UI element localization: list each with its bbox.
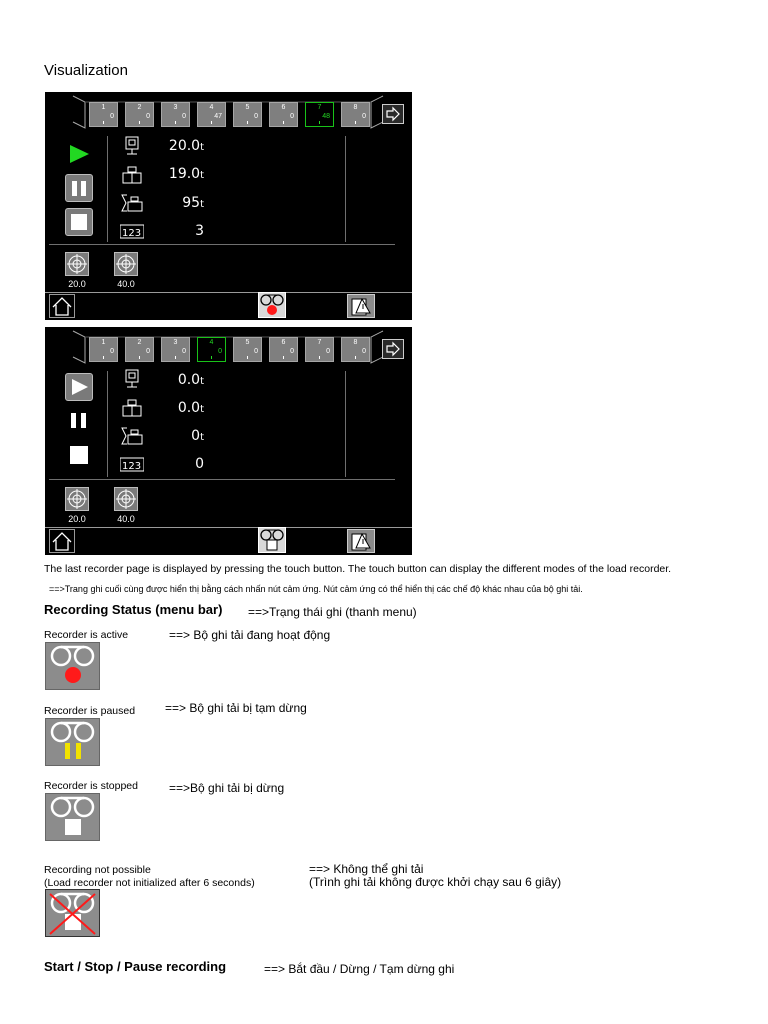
segment-value: 0 bbox=[182, 348, 186, 355]
stop-button[interactable] bbox=[65, 208, 93, 236]
warning-log-icon bbox=[348, 530, 374, 552]
crosshair-icon bbox=[66, 253, 88, 275]
segment-3[interactable] bbox=[161, 102, 190, 127]
notpossible-label-2: (Load recorder not initialized after 6 seconds) bbox=[44, 877, 255, 889]
recorder-stopped-icon bbox=[259, 528, 285, 552]
counter-icon bbox=[120, 455, 144, 475]
segment-value: 0 bbox=[326, 348, 330, 355]
next-page-button[interactable] bbox=[382, 339, 404, 359]
segment-value: 48 bbox=[322, 113, 330, 120]
segment-tick bbox=[175, 356, 176, 359]
recorder-status-button[interactable] bbox=[258, 527, 286, 553]
sum-weight-icon bbox=[120, 193, 144, 213]
segment-value: 0 bbox=[290, 348, 294, 355]
crosshair-icon bbox=[115, 253, 137, 275]
crane-hook-icon bbox=[120, 369, 144, 389]
stop-button[interactable] bbox=[65, 441, 93, 469]
segment-tick bbox=[103, 121, 104, 124]
segment-value: 0 bbox=[290, 113, 294, 120]
segment-tick bbox=[247, 121, 248, 124]
pause-icon bbox=[66, 175, 92, 201]
start-stop-heading-vi: ==> Bắt đầu / Dừng / Tạm dừng ghi bbox=[264, 962, 455, 976]
segment-8[interactable] bbox=[341, 337, 370, 362]
segment-value: 0 bbox=[110, 348, 114, 355]
recorder-paused-icon bbox=[45, 718, 100, 766]
segment-number: 3 bbox=[173, 339, 178, 346]
stopped-label: Recorder is stopped bbox=[44, 780, 138, 792]
target-button-2[interactable] bbox=[114, 487, 138, 511]
segment-tick bbox=[355, 121, 356, 124]
segment-value: 0 bbox=[254, 113, 258, 120]
segment-tick bbox=[283, 356, 284, 359]
home-icon bbox=[50, 295, 74, 317]
segment-number: 6 bbox=[281, 104, 286, 111]
segment-value: 0 bbox=[182, 113, 186, 120]
segment-number: 4 bbox=[209, 339, 214, 346]
segment-number: 7 bbox=[317, 339, 322, 346]
net-load-value: 19.0t bbox=[168, 166, 204, 182]
segment-number: 7 bbox=[317, 104, 322, 111]
svg-text:123: 123 bbox=[122, 461, 142, 472]
segment-number: 6 bbox=[281, 339, 286, 346]
log-button[interactable] bbox=[347, 294, 375, 318]
segment-value: 0 bbox=[218, 348, 222, 355]
play-icon bbox=[65, 140, 93, 168]
segment-4[interactable] bbox=[197, 337, 226, 362]
segment-number: 3 bbox=[173, 104, 178, 111]
target-button-1[interactable] bbox=[65, 252, 89, 276]
segment-8[interactable] bbox=[341, 102, 370, 127]
segment-number: 8 bbox=[353, 104, 358, 111]
recorder-screen-active bbox=[45, 92, 412, 320]
segment-value: 0 bbox=[110, 113, 114, 120]
active-label-vi: ==> Bộ ghi tải đang hoạt động bbox=[169, 628, 331, 642]
crosshair-icon bbox=[66, 488, 88, 510]
weight-icon bbox=[120, 398, 144, 418]
notpossible-label-vi-2: (Trình ghi tải không được khởi chạy sau 6 giây) bbox=[309, 875, 562, 889]
play-button[interactable] bbox=[65, 373, 93, 401]
segment-number: 2 bbox=[137, 104, 142, 111]
segment-tick bbox=[319, 356, 320, 359]
recorder-screen-stopped bbox=[45, 327, 412, 555]
total-load-value: 95t bbox=[182, 195, 204, 211]
segment-number: 8 bbox=[353, 339, 358, 346]
home-button[interactable] bbox=[49, 529, 75, 553]
segment-value: 47 bbox=[214, 113, 222, 120]
weight-icon bbox=[120, 165, 144, 185]
total-load-value: 0t bbox=[191, 428, 204, 444]
sum-weight-icon bbox=[120, 426, 144, 446]
segment-value: 0 bbox=[146, 348, 150, 355]
segment-number: 5 bbox=[245, 339, 250, 346]
notpossible-label-vi: ==> Không thể ghi tải bbox=[309, 862, 424, 876]
segment-2[interactable] bbox=[125, 337, 154, 362]
stop-icon bbox=[66, 209, 92, 235]
segment-number: 1 bbox=[101, 339, 106, 346]
segment-number: 1 bbox=[101, 104, 106, 111]
arrow-right-icon bbox=[383, 105, 403, 123]
segment-tick bbox=[139, 121, 140, 124]
recorder-stopped-icon bbox=[45, 793, 100, 841]
segment-7[interactable] bbox=[305, 337, 334, 362]
segment-number: 5 bbox=[245, 104, 250, 111]
recorder-status-button[interactable] bbox=[258, 292, 286, 318]
segment-number: 2 bbox=[137, 339, 142, 346]
segment-tick bbox=[247, 356, 248, 359]
segment-tick bbox=[283, 121, 284, 124]
segment-number: 4 bbox=[209, 104, 214, 111]
target-button-2[interactable] bbox=[114, 252, 138, 276]
load-value: 20.0t bbox=[168, 138, 204, 154]
recorder-error-icon bbox=[45, 889, 100, 937]
description-vi: ==>Trang ghi cuối cùng được hiển thị bằng cách nhấn nút cảm ứng. Nút cảm ứng có thể hiển thị các chế độ khác nhau của bộ ghi tải. bbox=[49, 584, 583, 594]
segment-value: 0 bbox=[146, 113, 150, 120]
log-button[interactable] bbox=[347, 529, 375, 553]
start-stop-heading: Start / Stop / Pause recording bbox=[44, 959, 227, 974]
pause-button[interactable] bbox=[65, 407, 93, 435]
warning-log-icon bbox=[348, 295, 374, 317]
status-heading: Recording Status (menu bar) bbox=[44, 602, 223, 617]
segment-value: 0 bbox=[362, 113, 366, 120]
count-value: 0 bbox=[195, 456, 204, 472]
target-label-2: 40.0 bbox=[117, 514, 135, 524]
recorder-active-icon bbox=[259, 293, 285, 317]
segment-5[interactable] bbox=[233, 337, 262, 362]
target-button-1[interactable] bbox=[65, 487, 89, 511]
load-value: 0.0t bbox=[177, 372, 204, 388]
net-load-value: 0.0t bbox=[177, 400, 204, 416]
segment-tick bbox=[319, 121, 320, 124]
notpossible-label: Recording not possible bbox=[44, 864, 151, 876]
home-button[interactable] bbox=[49, 294, 75, 318]
target-label-1: 20.0 bbox=[68, 279, 86, 289]
target-label-2: 40.0 bbox=[117, 279, 135, 289]
segment-tick bbox=[175, 121, 176, 124]
segment-tick bbox=[211, 121, 212, 124]
counter-icon bbox=[120, 222, 144, 242]
pause-button[interactable] bbox=[65, 174, 93, 202]
recorder-active-icon bbox=[45, 642, 100, 690]
arrow-right-icon bbox=[383, 340, 403, 358]
segment-1[interactable] bbox=[89, 102, 118, 127]
paused-label-vi: ==> Bộ ghi tải bị tạm dừng bbox=[165, 701, 307, 715]
segment-tick bbox=[103, 356, 104, 359]
segment-value: 0 bbox=[254, 348, 258, 355]
status-heading-vi: ==>Trạng thái ghi (thanh menu) bbox=[248, 605, 417, 619]
target-label-1: 20.0 bbox=[68, 514, 86, 524]
active-label: Recorder is active bbox=[44, 629, 129, 641]
home-icon bbox=[50, 530, 74, 552]
segment-2[interactable] bbox=[125, 102, 154, 127]
count-value: 3 bbox=[195, 223, 204, 239]
segment-6[interactable] bbox=[269, 102, 298, 127]
next-page-button[interactable] bbox=[382, 104, 404, 124]
description-en: The last recorder page is displayed by pressing the touch button. The touch button can display the different modes of the load recorder. bbox=[44, 563, 672, 575]
play-icon bbox=[66, 374, 92, 400]
stop-icon bbox=[65, 441, 93, 469]
crosshair-icon bbox=[115, 488, 137, 510]
segment-7[interactable] bbox=[305, 102, 334, 127]
svg-text:123: 123 bbox=[122, 228, 142, 239]
segment-6[interactable] bbox=[269, 337, 298, 362]
play-button[interactable] bbox=[65, 140, 93, 168]
segment-tick bbox=[211, 356, 212, 359]
stopped-label-vi: ==>Bộ ghi tải bị dừng bbox=[169, 781, 285, 795]
segment-tick bbox=[139, 356, 140, 359]
segment-1[interactable] bbox=[89, 337, 118, 362]
segment-value: 0 bbox=[362, 348, 366, 355]
segment-5[interactable] bbox=[233, 102, 262, 127]
crane-hook-icon bbox=[120, 136, 144, 156]
segment-tick bbox=[355, 356, 356, 359]
segment-4[interactable] bbox=[197, 102, 226, 127]
segment-3[interactable] bbox=[161, 337, 190, 362]
pause-icon bbox=[65, 407, 93, 435]
page-title: Visualization bbox=[44, 62, 128, 79]
paused-label: Recorder is paused bbox=[44, 705, 136, 717]
